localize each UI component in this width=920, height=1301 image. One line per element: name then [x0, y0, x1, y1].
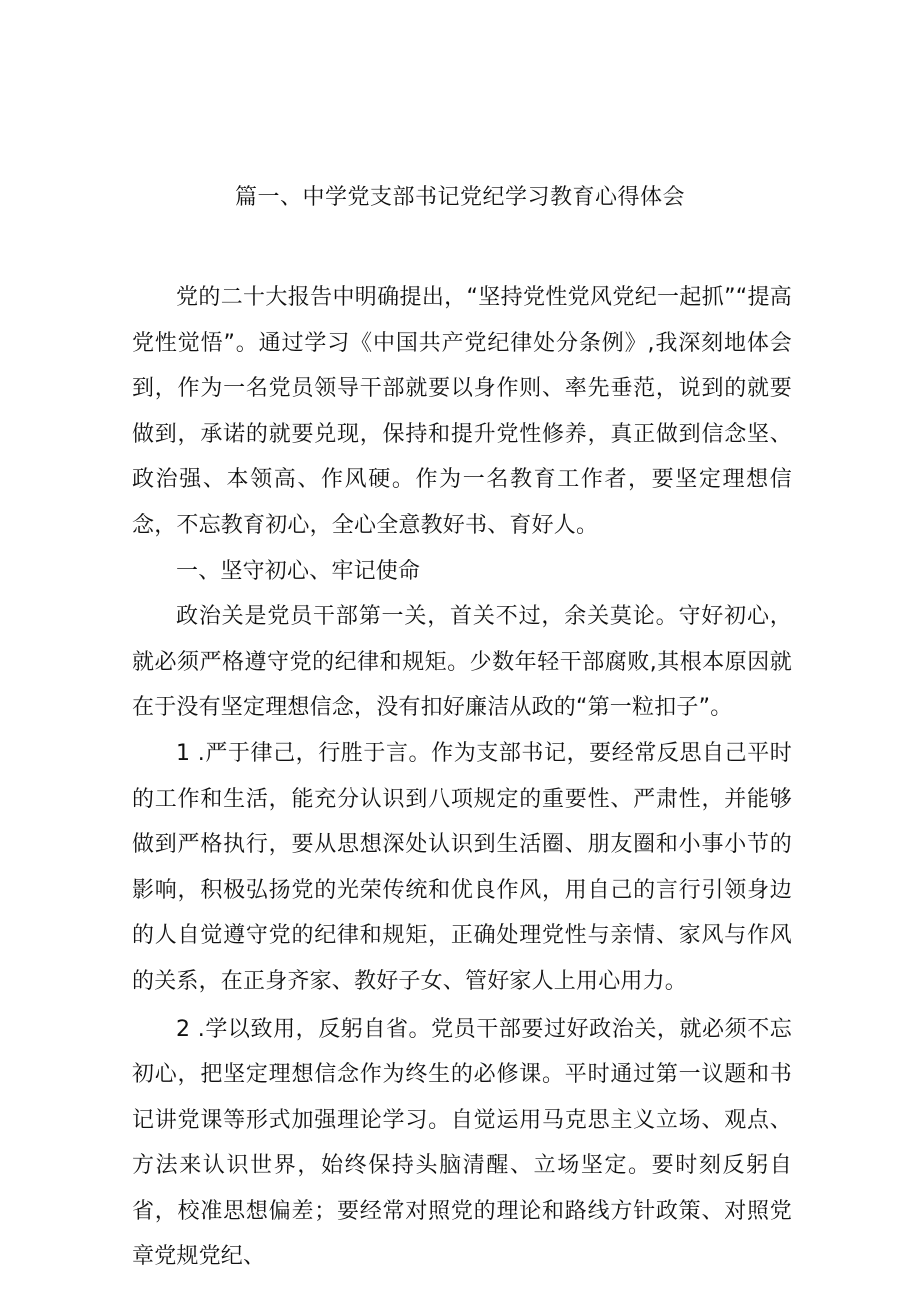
- paragraph-point-1: 1 .严于律己，行胜于言。作为支部书记，要经常反思自己平时的工作和生活，能充分认识到八项规定的重要性、严肃性，并能够做到严格执行，要从思想深处认识到生活圈、朋友圈和小事小节的影响，积极弘扬党的光荣传统和优良作风，用自己的言行引领身边的人自觉遵守党的纪律和规矩，正确处理党性与亲情、家风与作风的关系，在正身齐家、教好子女、管好家人上用心用力。: [132, 740, 792, 994]
- document-body: [132, 275, 792, 1280]
- paragraph-political-gate: 政治关是党员干部第一关，首关不过，余关莫论。守好初心，就必须严格遵守党的纪律和规矩。少数年轻干部腐败,其根本原因就在于没有坚定理想信念，没有扣好廉洁从政的“第一粒扣子”。: [132, 604, 792, 721]
- paragraph-intro: 党的二十大报告中明确提出，“坚持党性党风党纪一起抓”“提高党性觉悟”。通过学习《中国共产党纪律处分条例》,我深刻地体会到，作为一名党员领导干部就要以身作则、率先垂范，说到的就要做到，承诺的就要兑现，保持和提升党性修养，真正做到信念坚、政治强、本领高、作风硬。作为一名教育工作者，要坚定理想信念，不忘教育初心，全心全意教好书、育好人。: [132, 285, 792, 538]
- document-title: 篇一、中学党支部书记党纪学习教育心得体会: [234, 185, 685, 210]
- section-heading-1: 一、坚守初心、牢记使命: [176, 558, 421, 584]
- paragraph-point-2: 2 .学以致用，反躬自省。党员干部要过好政治关，就必须不忘初心，把坚定理想信念作为终生的必修课。平时通过第一议题和书记讲党课等形式加强理论学习。自觉运用马克思主义立场、观点、方法来认识世界，始终保持头脑清醒、立场坚定。要时刻反躬自省，校准思想偏差；要经常对照党的理论和路线方针政策、对照党章党规党纪、: [132, 1016, 792, 1270]
